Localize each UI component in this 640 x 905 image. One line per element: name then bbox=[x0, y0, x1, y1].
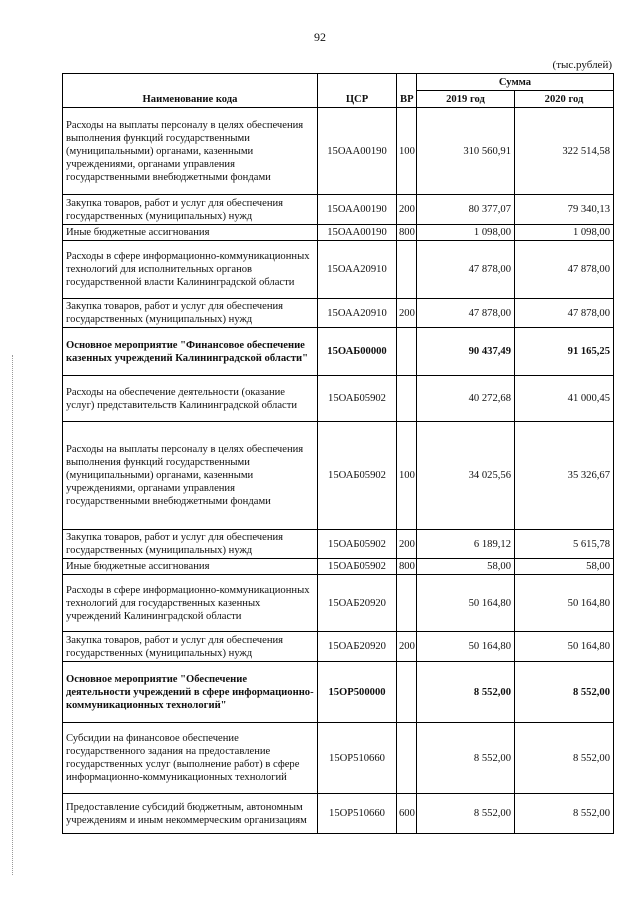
row-amount-2019: 90 437,49 bbox=[417, 328, 515, 376]
table-row bbox=[63, 241, 614, 299]
row-vr: 200 bbox=[397, 632, 417, 662]
row-amount-2020: 322 514,58 bbox=[515, 108, 614, 195]
table-row bbox=[63, 662, 614, 723]
row-name: Расходы на выплаты персоналу в целях обеспечения выполнения функций государственными (муниципальными) органами, казенными учреждениями, органами управления государственными внебюджетными фондами bbox=[63, 422, 318, 530]
row-name: Иные бюджетные ассигнования bbox=[63, 225, 318, 241]
row-amount-2020: 47 878,00 bbox=[515, 241, 614, 299]
row-amount-2020: 5 615,78 bbox=[515, 530, 614, 559]
row-name: Закупка товаров, работ и услуг для обеспечения государственных (муниципальных) нужд bbox=[63, 195, 318, 225]
row-csr: 15ОАА00190 bbox=[318, 108, 397, 195]
row-name: Расходы в сфере информационно-коммуникационных технологий для государственных казенных учреждений Калининградской области bbox=[63, 575, 318, 632]
row-vr bbox=[397, 575, 417, 632]
table-row bbox=[63, 299, 614, 328]
header-vr: ВР bbox=[397, 74, 417, 108]
row-name: Расходы на обеспечение деятельности (оказание услуг) представительств Калининградской области bbox=[63, 376, 318, 422]
row-amount-2020: 41 000,45 bbox=[515, 376, 614, 422]
row-name: Субсидии на финансовое обеспечение государственного задания на предоставление государственных услуг (выполнение работ) в сфере информационно-коммуникационных технологий bbox=[63, 723, 318, 794]
row-amount-2019: 50 164,80 bbox=[417, 575, 515, 632]
row-amount-2020: 8 552,00 bbox=[515, 723, 614, 794]
row-csr: 15ОАБ05902 bbox=[318, 559, 397, 575]
row-amount-2019: 47 878,00 bbox=[417, 299, 515, 328]
row-csr: 15ОР510660 bbox=[318, 794, 397, 834]
header-2019: 2019 год bbox=[417, 91, 515, 108]
row-amount-2019: 50 164,80 bbox=[417, 632, 515, 662]
table-row bbox=[63, 195, 614, 225]
header-csr: ЦСР bbox=[318, 74, 397, 108]
row-vr: 200 bbox=[397, 530, 417, 559]
header-name: Наименование кода bbox=[63, 74, 318, 108]
table-row bbox=[63, 225, 614, 241]
row-amount-2020: 50 164,80 bbox=[515, 632, 614, 662]
table-row bbox=[63, 328, 614, 376]
row-csr: 15ОАБ05902 bbox=[318, 530, 397, 559]
table-row bbox=[63, 575, 614, 632]
header-sum: Сумма bbox=[417, 74, 614, 91]
table-row bbox=[63, 723, 614, 794]
row-csr: 15ОАБ05902 bbox=[318, 376, 397, 422]
row-amount-2020: 35 326,67 bbox=[515, 422, 614, 530]
row-csr: 15ОР510660 bbox=[318, 723, 397, 794]
page-number: 92 bbox=[314, 30, 326, 44]
row-amount-2019: 47 878,00 bbox=[417, 241, 515, 299]
table-row bbox=[63, 632, 614, 662]
row-amount-2020: 91 165,25 bbox=[515, 328, 614, 376]
row-amount-2019: 8 552,00 bbox=[417, 723, 515, 794]
row-amount-2020: 8 552,00 bbox=[515, 662, 614, 723]
row-name: Расходы в сфере информационно-коммуникационных технологий для исполнительных органов государственной власти Калининградской области bbox=[63, 241, 318, 299]
row-name: Расходы на выплаты персоналу в целях обеспечения выполнения функций государственными (муниципальными) органами, казенными учреждениями, органами управления государственными внебюджетными фондами bbox=[63, 108, 318, 195]
row-amount-2019: 1 098,00 bbox=[417, 225, 515, 241]
row-csr: 15ОАБ00000 bbox=[318, 328, 397, 376]
table-row bbox=[63, 422, 614, 530]
row-amount-2020: 50 164,80 bbox=[515, 575, 614, 632]
row-amount-2019: 8 552,00 bbox=[417, 662, 515, 723]
row-vr bbox=[397, 328, 417, 376]
row-name: Закупка товаров, работ и услуг для обеспечения государственных (муниципальных) нужд bbox=[63, 530, 318, 559]
row-amount-2019: 40 272,68 bbox=[417, 376, 515, 422]
table-row bbox=[63, 794, 614, 834]
row-name: Закупка товаров, работ и услуг для обеспечения государственных (муниципальных) нужд bbox=[63, 299, 318, 328]
row-amount-2020: 47 878,00 bbox=[515, 299, 614, 328]
row-amount-2019: 6 189,12 bbox=[417, 530, 515, 559]
row-csr: 15ОАА20910 bbox=[318, 241, 397, 299]
table-row bbox=[63, 108, 614, 195]
budget-table bbox=[62, 73, 614, 834]
row-csr: 15ОАБ20920 bbox=[318, 632, 397, 662]
row-vr bbox=[397, 723, 417, 794]
row-amount-2020: 1 098,00 bbox=[515, 225, 614, 241]
table-row bbox=[63, 530, 614, 559]
row-vr: 800 bbox=[397, 225, 417, 241]
row-vr: 200 bbox=[397, 195, 417, 225]
row-amount-2020: 79 340,13 bbox=[515, 195, 614, 225]
row-name: Основное мероприятие "Обеспечение деятельности учреждений в сфере информационно-коммуникационных технологий" bbox=[63, 662, 318, 723]
row-vr: 600 bbox=[397, 794, 417, 834]
row-name: Иные бюджетные ассигнования bbox=[63, 559, 318, 575]
unit-label: (тыс.рублей) bbox=[552, 59, 612, 71]
row-csr: 15ОАБ05902 bbox=[318, 422, 397, 530]
row-amount-2019: 80 377,07 bbox=[417, 195, 515, 225]
row-amount-2020: 58,00 bbox=[515, 559, 614, 575]
row-amount-2019: 34 025,56 bbox=[417, 422, 515, 530]
row-vr: 200 bbox=[397, 299, 417, 328]
row-amount-2019: 8 552,00 bbox=[417, 794, 515, 834]
row-csr: 15ОАБ20920 bbox=[318, 575, 397, 632]
table-row bbox=[63, 376, 614, 422]
row-vr bbox=[397, 662, 417, 723]
table-row bbox=[63, 559, 614, 575]
header-2020: 2020 год bbox=[515, 91, 614, 108]
row-csr: 15ОАА20910 bbox=[318, 299, 397, 328]
row-vr: 100 bbox=[397, 422, 417, 530]
margin-rule bbox=[12, 355, 14, 875]
row-vr bbox=[397, 376, 417, 422]
row-vr bbox=[397, 241, 417, 299]
row-vr: 800 bbox=[397, 559, 417, 575]
row-amount-2019: 310 560,91 bbox=[417, 108, 515, 195]
row-csr: 15ОР500000 bbox=[318, 662, 397, 723]
row-vr: 100 bbox=[397, 108, 417, 195]
row-csr: 15ОАА00190 bbox=[318, 195, 397, 225]
row-name: Закупка товаров, работ и услуг для обеспечения государственных (муниципальных) нужд bbox=[63, 632, 318, 662]
row-name: Основное мероприятие "Финансовое обеспечение казенных учреждений Калининградской области" bbox=[63, 328, 318, 376]
row-csr: 15ОАА00190 bbox=[318, 225, 397, 241]
row-amount-2019: 58,00 bbox=[417, 559, 515, 575]
row-amount-2020: 8 552,00 bbox=[515, 794, 614, 834]
row-name: Предоставление субсидий бюджетным, автономным учреждениям и иным некоммерческим организациям bbox=[63, 794, 318, 834]
